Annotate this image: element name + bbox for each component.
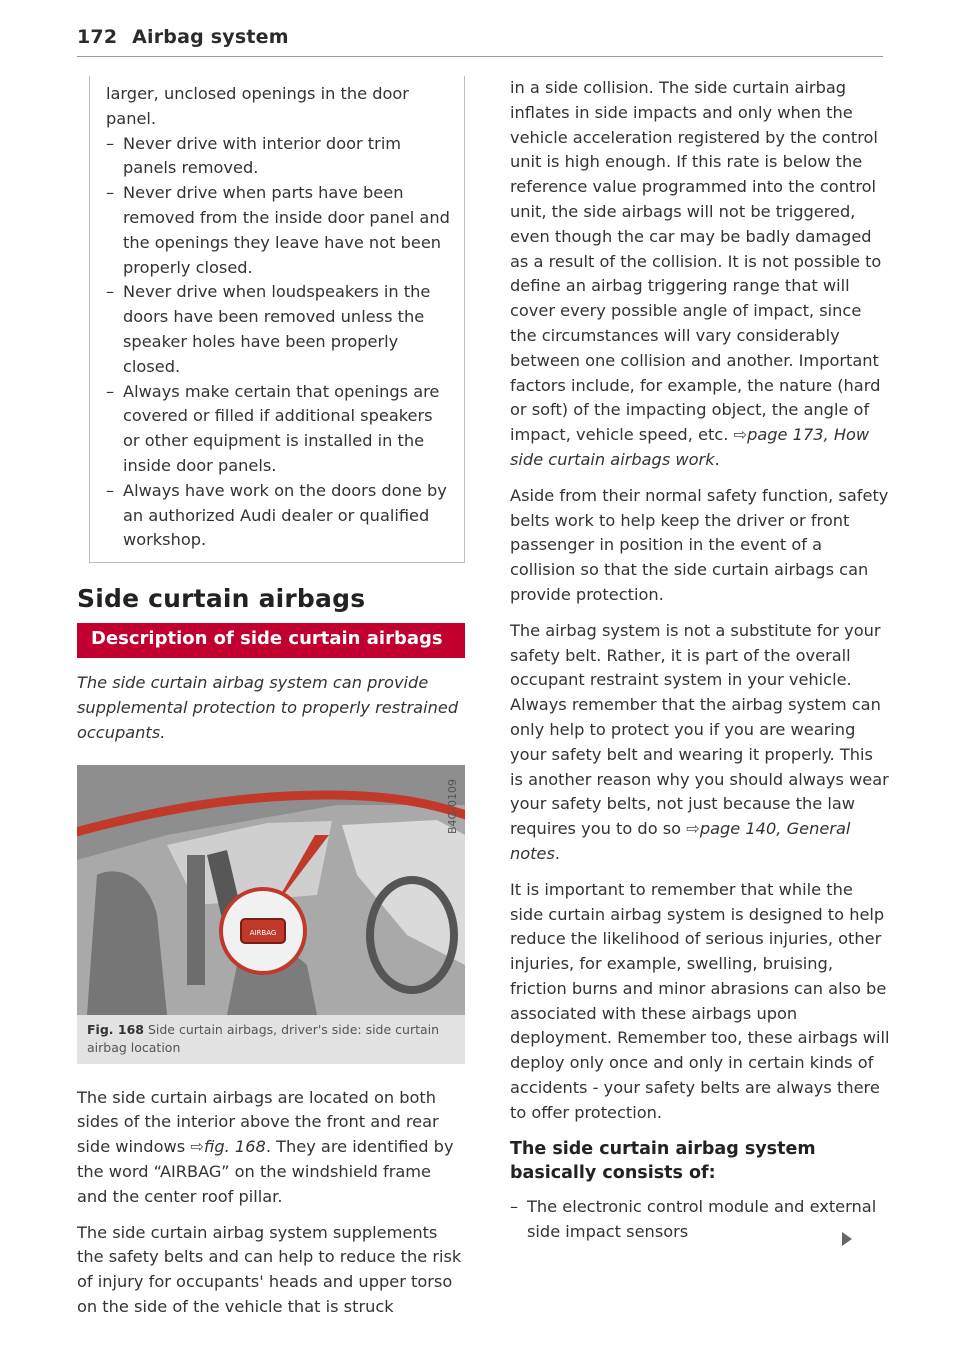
text-span: in a side collision. The side curtain airbag inflates in side impacts and only when the vehicle acceleration registered by the control unit is high enough. If this rate is below the reference value programmed into the control unit, the side airbags will not be triggered, even though the car may be badly damaged as a result of the collision. It is not possible to define an airbag triggering range that will cover every possible angle of impact, since the circumstances will vary considerably between one collision and another. Important factors include, for example, the nature (hard or soft) of the impacting object, the angle of impact, vehicle speed, etc. <box>510 78 882 445</box>
figure-code: B4G-0109 <box>446 778 459 834</box>
page-number: 172 <box>77 26 118 48</box>
cross-ref-link[interactable]: page 173, How side curtain airbags work <box>510 425 870 469</box>
cross-ref-link[interactable]: page 140, General notes <box>510 819 851 863</box>
paragraph-inflation <box>510 76 890 473</box>
section-intro: The side curtain airbag system can provide supplemental protection to properly restrained occupants. <box>77 673 459 742</box>
paragraph-safety-belts: Aside from their normal safety function, safety belts work to help keep the driver or front passenger in position in the event of a collision so that the side curtain airbags can provide protection. <box>510 485 889 604</box>
warning-lead: larger, unclosed openings in the door panel. <box>106 84 409 128</box>
subsection-bar: Description of side curtain airbags <box>77 623 465 658</box>
warning-list <box>106 132 454 554</box>
text-span: The side curtain airbags are located on both sides of the interior above the front and rear side windows <box>77 1087 439 1157</box>
figure-caption <box>77 1015 465 1064</box>
warning-item: – Never drive when parts have been removed from the inside door panel and the openings they leave have not been properly closed. <box>106 181 454 280</box>
warning-item: – Always have work on the doors done by an authorized Audi dealer or qualified workshop. <box>106 479 454 553</box>
components-list <box>510 1195 890 1245</box>
figure-label: Fig. 168 <box>87 1021 144 1037</box>
car-interior-illustration <box>77 765 465 1015</box>
section-title: Side curtain airbags <box>77 584 366 614</box>
cross-ref-arrow-icon: ⇨ <box>686 819 700 839</box>
text-span: . <box>554 843 561 863</box>
text-span: . <box>714 449 720 469</box>
left-column <box>77 76 465 1320</box>
paragraph-injuries: It is important to remember that while the side curtain airbag system is designed to help reduce the likelihood of serious injuries, other injuries, for example, swelling, bruising, friction burns and minor abrasions can also be associated with these airbags upon deployment. Remember too, these airbags will deploy only once and only in certain kinds of accidents - your safety belts are always there to offer protection. <box>510 879 890 1122</box>
paragraph-supplements: The side curtain airbag system supplements the safety belts and can help to reduce the risk of injury for occupants' heads and upper torso on the side of the vehicle that is struck <box>77 1222 462 1316</box>
continue-arrow-icon <box>842 1232 852 1246</box>
text-span: The airbag system is not a substitute for your safety belt. Rather, it is part of the overall occupant restraint system in your vehicle. Always remember that the airbag system can only help to protect you if you are wearing your safety belt and wearing it properly. This is another reason why you should always wear your safety belts, not just because the law requires you to do so <box>510 620 889 839</box>
cross-ref-arrow-icon: ⇨ <box>733 425 748 445</box>
list-item: – The electronic control module and external side impact sensors <box>510 1195 890 1245</box>
warning-item: – Always make certain that openings are covered or filled if additional speakers or other equipment is installed in the inside door panels. <box>106 380 454 479</box>
page-header <box>77 26 883 48</box>
warning-item: – Never drive when loudspeakers in the doors have been removed unless the speaker holes have been properly closed. <box>106 280 454 379</box>
cross-ref-arrow-icon: ⇨ <box>190 1137 204 1157</box>
header-text <box>77 26 883 48</box>
airbag-badge-text: AIRBAG <box>249 928 277 937</box>
chapter-title: Airbag system <box>132 26 289 48</box>
header-divider <box>77 56 883 57</box>
figure-caption-text: Side curtain airbags, driver's side: side curtain airbag location <box>87 1021 440 1055</box>
paragraph-not-substitute <box>510 619 890 867</box>
paragraph-location <box>77 1086 465 1210</box>
figure-168 <box>77 765 465 1015</box>
text-span: . They are identified by the word “AIRBAG” on the windshield frame and the center roof pillar. <box>77 1137 454 1206</box>
components-heading: The side curtain airbag system basically consists of: <box>510 1138 816 1184</box>
cross-ref-link[interactable]: fig. 168 <box>203 1137 266 1157</box>
warning-item: – Never drive with interior door trim panels removed. <box>106 132 454 182</box>
right-column <box>510 76 890 1245</box>
warning-box <box>89 76 465 563</box>
